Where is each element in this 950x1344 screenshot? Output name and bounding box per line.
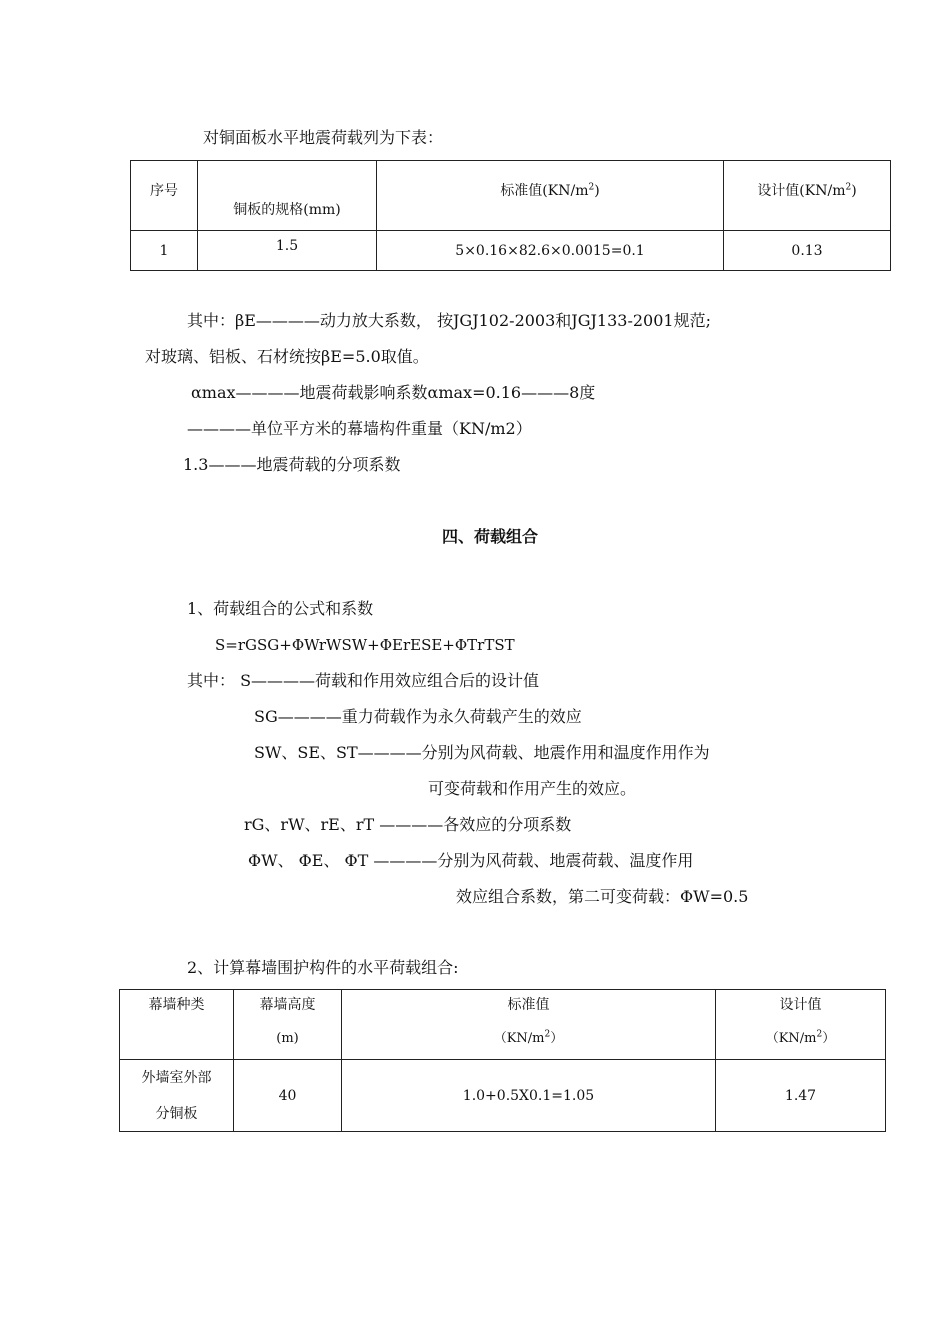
- header-design: 设计值 $(KN/m^2)$: [716, 990, 886, 1060]
- note-line-2: 对玻璃、铝板、石材统按βE=5.0取值。: [145, 347, 429, 366]
- note-line-1: 其中：βE————动力放大系数， 按JGJ102-2003和JGJ133-2001规范;: [187, 311, 711, 330]
- where-line-1: 其中： S————荷载和作用效应组合后的设计值: [187, 671, 540, 690]
- header-height: 幕墙高度 (m): [234, 990, 342, 1060]
- where-line-3: SW、SE、ST————分别为风荷载、地震作用和温度作用作为: [254, 743, 710, 762]
- cell-height: 40: [234, 1060, 342, 1132]
- intro-line: 对铜面板水平地震荷载列为下表：: [203, 128, 444, 147]
- formula: S=rGSG+ΦWrWSW+ΦErESE+ΦTrTST: [215, 636, 515, 654]
- where-line-2: SG————重力荷载作为永久荷载产生的效应: [254, 707, 582, 726]
- table-row: [120, 1060, 886, 1132]
- table-header-row: [131, 161, 891, 231]
- where-line-5: rG、rW、rE、rT ————各效应的分项系数: [244, 815, 572, 834]
- note-line-5: 1.3———地震荷载的分项系数: [183, 455, 401, 474]
- subsection-2-title: 2、计算幕墙围护构件的水平荷载组合:: [187, 958, 459, 977]
- where-line-4: 可变荷载和作用产生的效应。: [428, 779, 637, 798]
- header-standard: 标准值$(KN/m^2)$: [377, 161, 724, 231]
- header-standard: 标准值 $(KN/m^2)$: [342, 990, 716, 1060]
- cell-no: 1: [131, 231, 198, 271]
- cell-design: 0.13: [724, 231, 891, 271]
- note-line-3: αmax————地震荷载影响系数αmax=0.16———8度: [191, 383, 596, 402]
- header-spec: 铜板的规格(mm): [198, 161, 377, 231]
- table-row: [131, 231, 891, 271]
- cell-spec: 1.5: [198, 231, 377, 271]
- cell-standard: 1.0+0.5X0.1=1.05: [342, 1060, 716, 1132]
- load-combination-table: [119, 989, 886, 1132]
- seismic-load-table: [130, 160, 891, 271]
- cell-standard: 5×0.16×82.6×0.0015=0.1: [377, 231, 724, 271]
- where-line-7: 效应组合系数，第二可变荷载：ΦW=0.5: [456, 887, 749, 906]
- header-design: 设计值$(KN/m^2)$: [724, 161, 891, 231]
- subsection-1-title: 1、荷载组合的公式和系数: [187, 599, 374, 618]
- cell-design: 1.47: [716, 1060, 886, 1132]
- table-header-row: [120, 990, 886, 1060]
- header-no: 序号: [131, 161, 198, 231]
- note-line-4: ————单位平方米的幕墙构件重量（KN/m2）: [187, 419, 532, 438]
- cell-type: 外墙室外部 分铜板: [120, 1060, 234, 1132]
- where-line-6: ΦW、 ΦE、 ΦT ————分别为风荷载、地震荷载、温度作用: [248, 851, 694, 870]
- section-heading: 四、荷载组合: [442, 527, 539, 546]
- header-type: 幕墙种类: [120, 990, 234, 1060]
